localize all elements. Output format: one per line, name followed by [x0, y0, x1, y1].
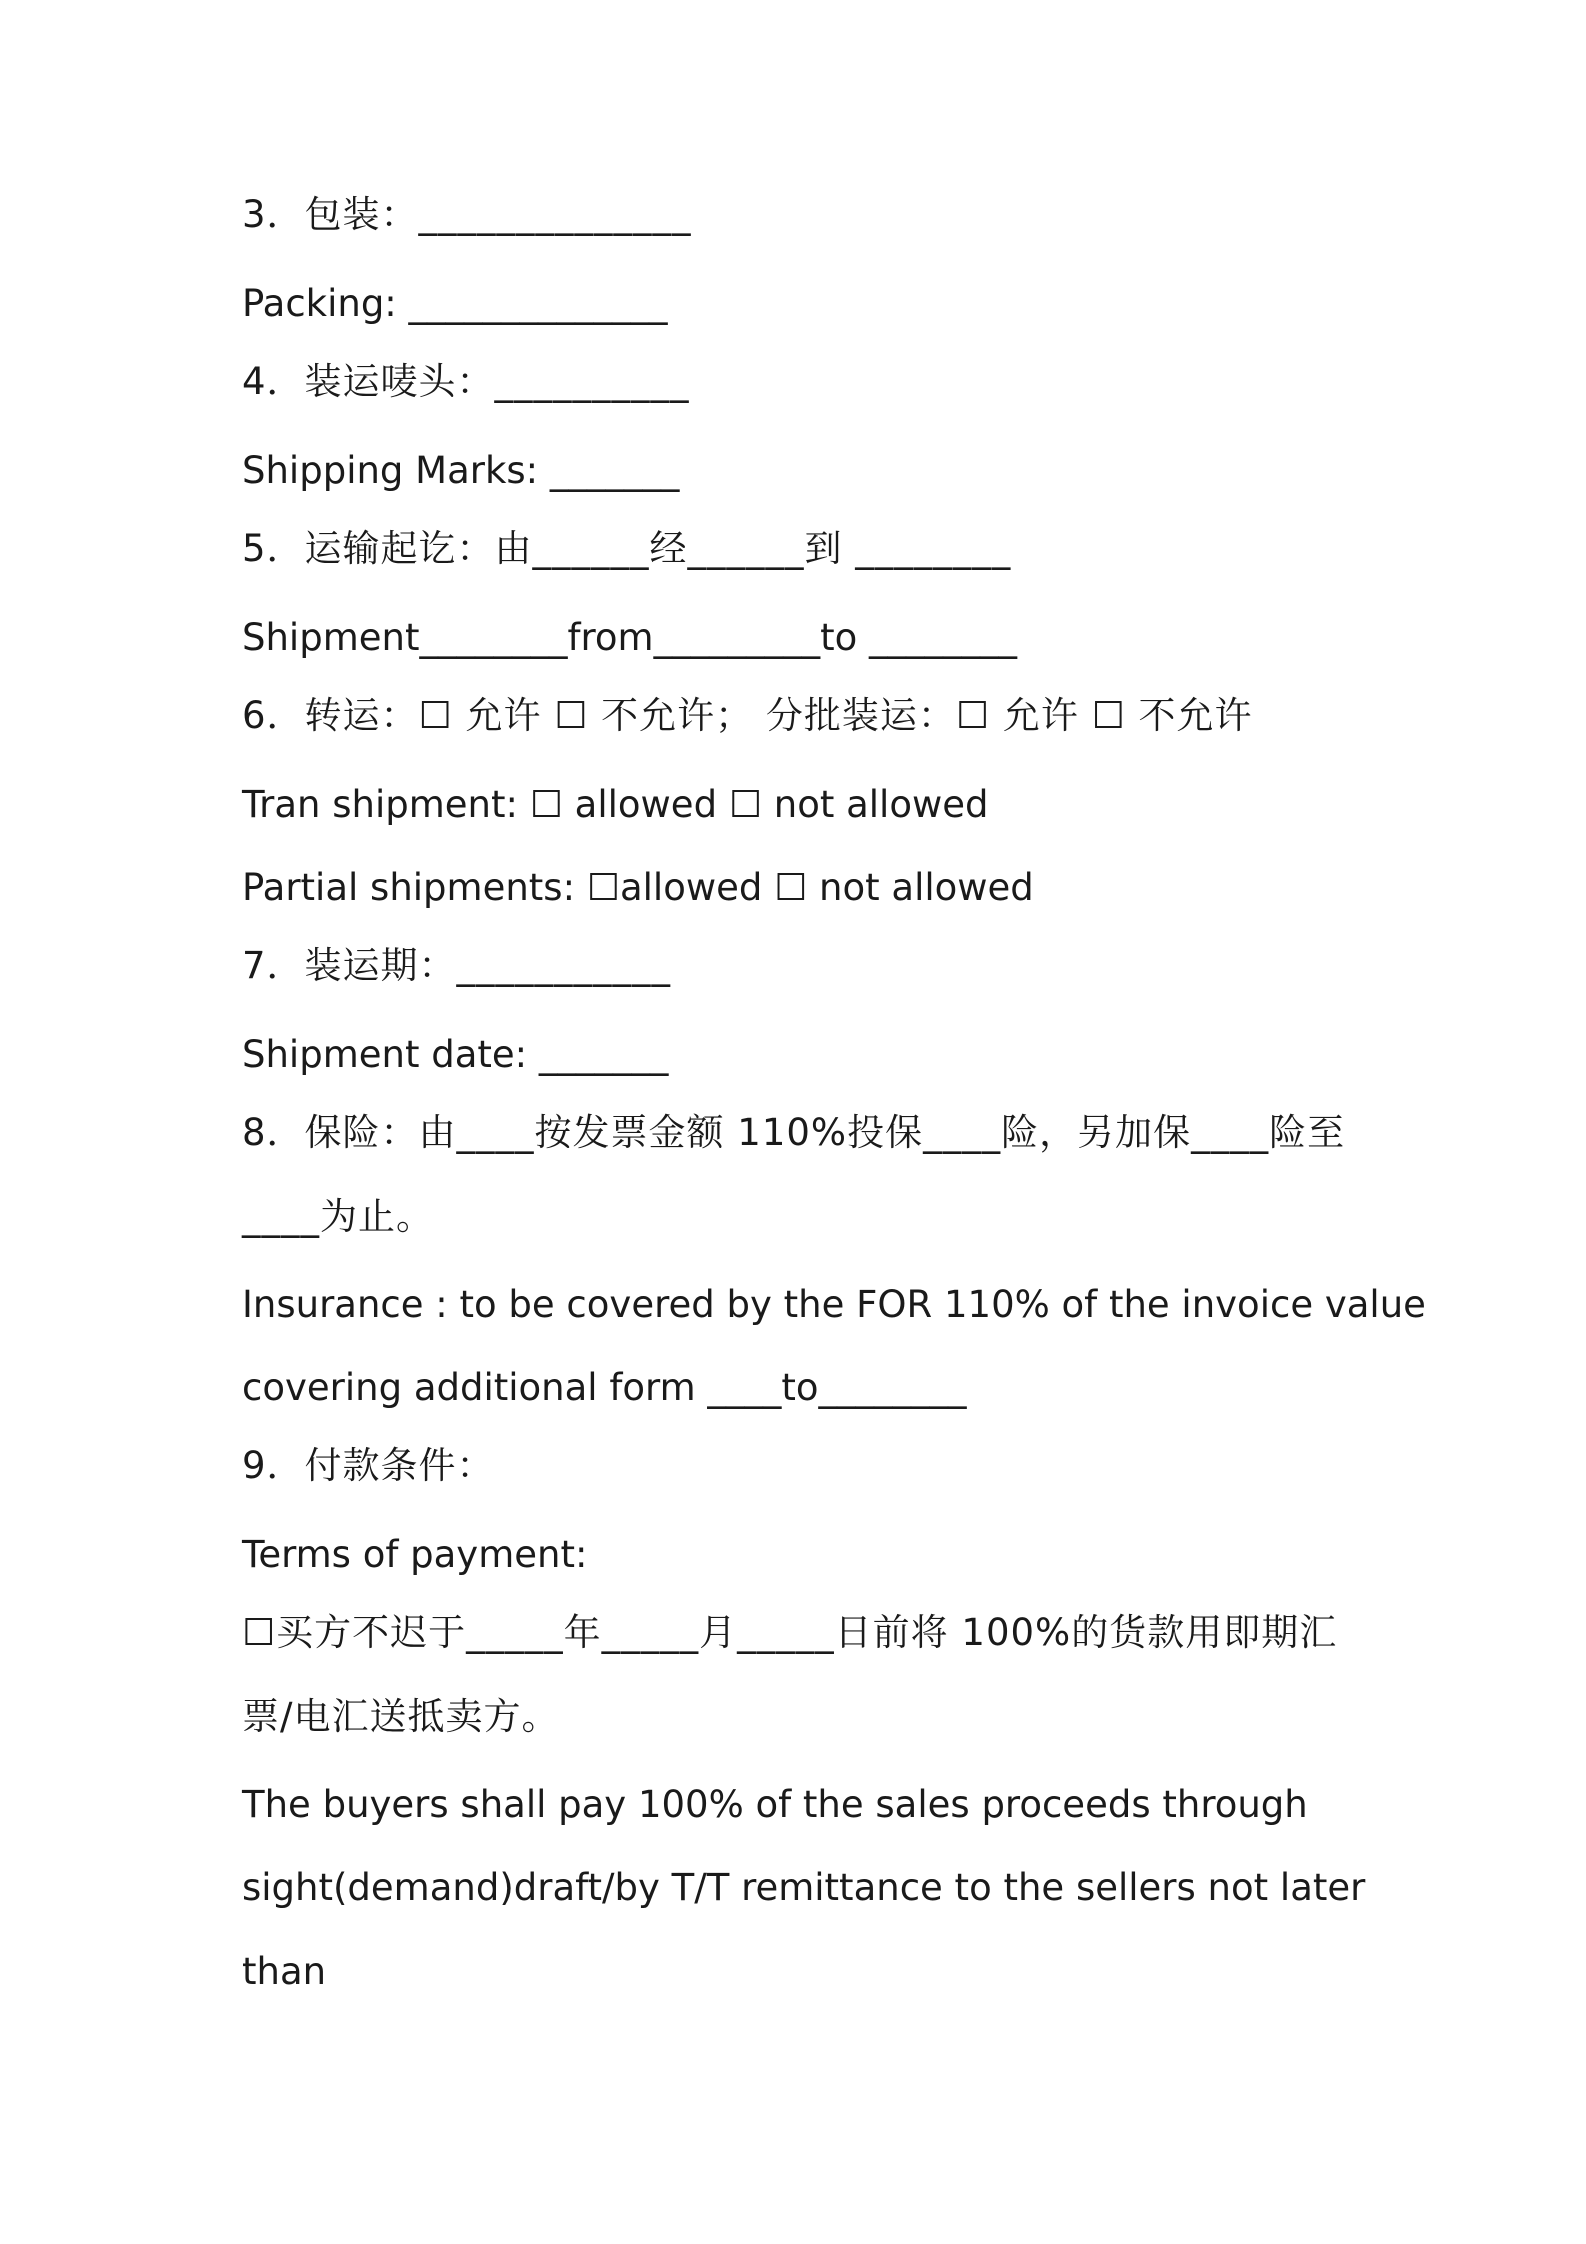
payment-option-en-end: than	[242, 1950, 327, 1993]
payment-option-en: The buyers shall pay 100% of the sales proceeds through	[242, 1783, 1308, 1826]
payment-option-en-cont: sight(demand)draft/by T/T remittance to the sellers not later	[242, 1866, 1366, 1909]
clause-insurance-en-cont: covering additional form ____to________	[242, 1366, 967, 1409]
clause-packing-en: Packing: ______________	[242, 282, 668, 325]
clause-insurance-cn: 8．保险：由____按发票金额 110%投保____险，另加保____险至	[242, 1111, 1346, 1154]
clause-partial-shipments-en: Partial shipments: ☐allowed ☐ not allowed	[242, 866, 1034, 909]
clause-transport-en: Shipment________from_________to ________	[242, 616, 1017, 659]
clause-transshipment-en: Tran shipment: ☐ allowed ☐ not allowed	[242, 783, 989, 826]
payment-option-cn-cont: 票/电汇送抵卖方。	[242, 1695, 560, 1738]
clause-shipping-marks-en: Shipping Marks: _______	[242, 449, 680, 492]
clause-shipping-marks-cn: 4．装运唛头：__________	[242, 360, 690, 403]
clause-payment-en: Terms of payment:	[242, 1533, 588, 1576]
clause-shipment-date-en: Shipment date: _______	[242, 1033, 669, 1076]
clause-packing-cn: 3．包装：______________	[242, 193, 692, 236]
clause-insurance-en: Insurance : to be covered by the FOR 110% of the invoice value	[242, 1283, 1426, 1326]
clause-insurance-cn-cont: ____为止。	[242, 1195, 434, 1238]
payment-option-cn: ☐买方不迟于_____年_____月_____日前将 100%的货款用即期汇	[242, 1611, 1338, 1654]
clause-shipment-date-cn: 7．装运期：___________	[242, 944, 672, 987]
clause-transport-cn: 5．运输起讫：由______经______到 ________	[242, 527, 1012, 570]
clause-payment-cn: 9．付款条件：	[242, 1444, 495, 1487]
clause-transshipment-cn: 6．转运：☐ 允许 ☐ 不允许； 分批装运：☐ 允许 ☐ 不允许	[242, 694, 1253, 737]
